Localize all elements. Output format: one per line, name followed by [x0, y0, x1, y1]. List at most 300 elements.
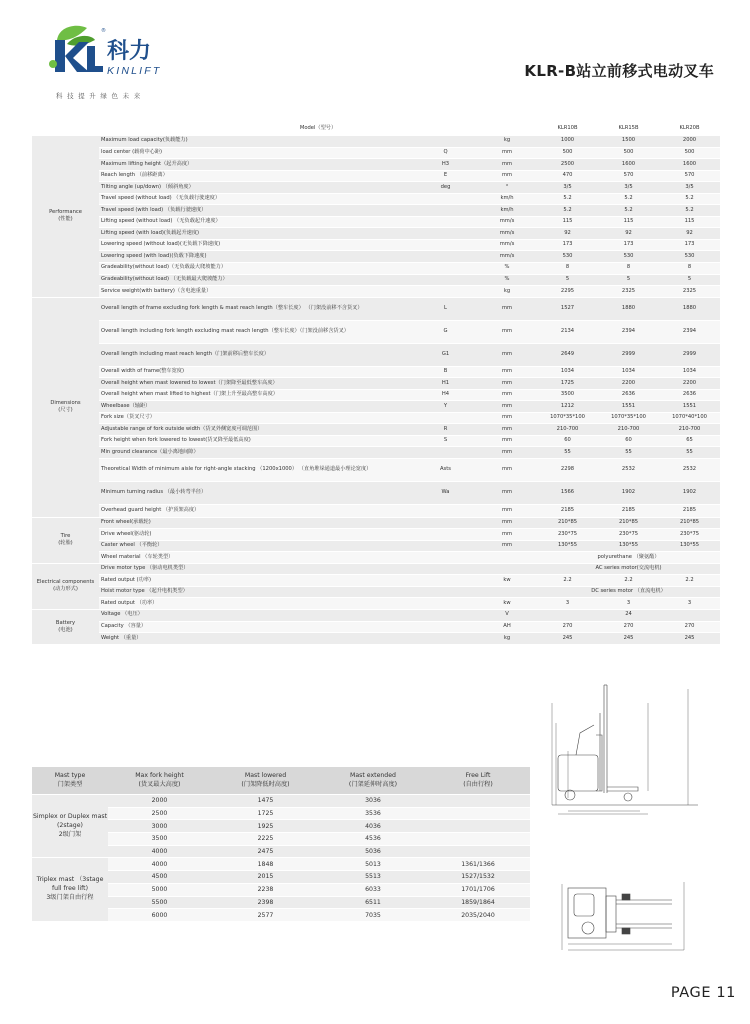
spec-value: 500 [659, 147, 720, 159]
spec-param: Drive wheel(驱动轮) [99, 529, 414, 541]
spec-row [32, 610, 720, 622]
mast-cell: 5036 [320, 845, 426, 858]
spec-row [32, 505, 720, 518]
spec-row [32, 435, 720, 447]
spec-code: H4 [414, 389, 477, 401]
mast-header-cell: Mast type 门架类型 [32, 767, 108, 795]
spec-value: 2999 [659, 343, 720, 366]
spec-value: 2200 [659, 378, 720, 390]
spec-category: Dimensions (尺寸) [32, 297, 99, 517]
spec-code [414, 505, 477, 518]
spec-code: L [414, 297, 477, 320]
spec-header-model: Model（型号） [99, 123, 537, 136]
spec-code [414, 563, 477, 575]
spec-value: 5.2 [537, 205, 598, 217]
spec-unit: mm [477, 459, 537, 482]
spec-param: Lowering speed (with load)(负载下降速度) [99, 251, 414, 263]
spec-row [32, 205, 720, 217]
spec-param: Overall length including fork length excluding mast reach length（整车长度）（门架没前移含货叉） [99, 320, 414, 343]
spec-category: Battery (电池) [32, 610, 99, 645]
spec-value: 470 [537, 170, 598, 182]
mast-cell: 2238 [211, 883, 320, 896]
spec-code: S [414, 435, 477, 447]
spec-value: 245 [598, 633, 659, 645]
spec-row [32, 529, 720, 541]
mast-cell: 6000 [108, 909, 211, 922]
mast-cell: 2500 [108, 807, 211, 820]
spec-code [414, 239, 477, 251]
spec-code: Wa [414, 482, 477, 505]
spec-value: 500 [537, 147, 598, 159]
mast-header-cell: Mast extended (门架延伸时高度) [320, 767, 426, 795]
spec-unit: mm [477, 517, 537, 529]
mast-cell: 2015 [211, 871, 320, 884]
spec-param: Overall height when mast lifted to highest（门架上升至最高整车高度） [99, 389, 414, 401]
spec-value: 2500 [537, 159, 598, 171]
spec-param: Voltage （电压） [99, 610, 414, 622]
spec-value: 5 [537, 274, 598, 286]
spec-category: Performance (性能) [32, 136, 99, 298]
spec-row [32, 193, 720, 205]
spec-unit: mm [477, 412, 537, 424]
spec-row [32, 459, 720, 482]
mast-cell: 5013 [320, 858, 426, 871]
spec-code [414, 540, 477, 552]
spec-value: 5 [659, 274, 720, 286]
spec-code [414, 529, 477, 541]
spec-unit: ° [477, 182, 537, 194]
spec-value: 230*75 [537, 529, 598, 541]
spec-value-all-models: 24 [537, 610, 720, 622]
spec-table [32, 122, 720, 644]
spec-value: 8 [659, 263, 720, 275]
spec-unit: mm [477, 447, 537, 459]
spec-value: 3500 [537, 389, 598, 401]
spec-value: 270 [598, 621, 659, 633]
spec-code [414, 136, 477, 148]
spec-unit: % [477, 274, 537, 286]
spec-unit: mm [477, 297, 537, 320]
spec-param: Maximum load capacity(负载能力) [99, 136, 414, 148]
spec-value: 2532 [598, 459, 659, 482]
spec-param: Travel speed (with load) （负载行驶速度） [99, 205, 414, 217]
spec-param: Tilting angle (up/down) （倾斜角度） [99, 182, 414, 194]
spec-value: 245 [659, 633, 720, 645]
mast-cell: 4500 [108, 871, 211, 884]
mast-header-cell: Mast lowered (门架降低时高度) [211, 767, 320, 795]
spec-param: Lowering speed (without load)(无负载下降速度) [99, 239, 414, 251]
spec-unit [477, 563, 537, 575]
spec-value: 530 [659, 251, 720, 263]
spec-value: 1070*35*100 [598, 412, 659, 424]
spec-value: 65 [659, 435, 720, 447]
spec-row [32, 517, 720, 529]
mast-cell: 2000 [108, 795, 211, 808]
spec-unit: kw [477, 575, 537, 587]
spec-code [414, 586, 477, 598]
spec-param: Reach length （前移距离） [99, 170, 414, 182]
mast-cell [426, 807, 530, 820]
spec-value: 270 [659, 621, 720, 633]
mast-cell: 4536 [320, 833, 426, 846]
mast-row [32, 795, 530, 808]
spec-value: 245 [537, 633, 598, 645]
spec-value: 2185 [659, 505, 720, 518]
logo-brand-en: KINLIFT [107, 65, 162, 77]
spec-param: Maximum lifting height（起升高度） [99, 159, 414, 171]
spec-value: 1212 [537, 401, 598, 413]
spec-code: R [414, 424, 477, 436]
spec-value: 5.2 [659, 205, 720, 217]
spec-value: 3 [537, 598, 598, 610]
spec-row [32, 228, 720, 240]
mast-cell: 4000 [108, 845, 211, 858]
mast-cell: 2035/2040 [426, 909, 530, 922]
mast-cell: 4036 [320, 820, 426, 833]
spec-unit: mm [477, 401, 537, 413]
mast-cell: 6511 [320, 896, 426, 909]
mast-cell: 7035 [320, 909, 426, 922]
spec-code [414, 598, 477, 610]
mast-cell: 2577 [211, 909, 320, 922]
spec-param: Capacity （容量） [99, 621, 414, 633]
spec-value: 570 [659, 170, 720, 182]
spec-code: B [414, 366, 477, 378]
spec-value: 500 [598, 147, 659, 159]
spec-unit: mm/s [477, 239, 537, 251]
spec-unit: mm [477, 378, 537, 390]
spec-value: 92 [659, 228, 720, 240]
top-view-drawing [560, 878, 700, 958]
spec-unit: mm [477, 366, 537, 378]
spec-param: Gradeability(without load)（无负载最大爬坡能力） [99, 263, 414, 275]
spec-unit: mm [477, 529, 537, 541]
spec-row [32, 412, 720, 424]
spec-param: Hoist motor type （起升电机类型） [99, 586, 414, 598]
spec-unit: mm/s [477, 228, 537, 240]
spec-param: Caster wheel （平衡轮） [99, 540, 414, 552]
spec-value: 1566 [537, 482, 598, 505]
spec-value: 130*55 [659, 540, 720, 552]
spec-row [32, 147, 720, 159]
spec-value: 2.2 [598, 575, 659, 587]
spec-param: Lifting speed (with load)(负载起升速度) [99, 228, 414, 240]
spec-value: 1070*35*100 [537, 412, 598, 424]
spec-value: 270 [537, 621, 598, 633]
spec-category: Electrical components (动力形式) [32, 563, 99, 609]
spec-value: 2532 [659, 459, 720, 482]
spec-value: 3 [598, 598, 659, 610]
mast-header-cell: Max fork height (货叉最大高度) [108, 767, 211, 795]
mast-cell [426, 845, 530, 858]
spec-value: 3 [659, 598, 720, 610]
mast-cell: 3500 [108, 833, 211, 846]
spec-row [32, 621, 720, 633]
spec-unit: kw [477, 598, 537, 610]
spec-unit: km/h [477, 205, 537, 217]
spec-param: Service weight(with battery)（含电池重量） [99, 286, 414, 298]
logo-brand-cn: 科力 [107, 39, 152, 64]
spec-value: 60 [537, 435, 598, 447]
mast-cell: 4000 [108, 858, 211, 871]
side-view-drawing [548, 683, 708, 816]
mast-header-cell: Free Lift (自由行程) [426, 767, 530, 795]
spec-code [414, 193, 477, 205]
spec-param: Front wheel(承载轮) [99, 517, 414, 529]
spec-code: G1 [414, 343, 477, 366]
spec-value: 230*75 [659, 529, 720, 541]
spec-value: 1902 [659, 482, 720, 505]
spec-code: Asts [414, 459, 477, 482]
spec-row [32, 633, 720, 645]
spec-param: Rated output (功率) [99, 575, 414, 587]
spec-value: 1725 [537, 378, 598, 390]
spec-code: H3 [414, 159, 477, 171]
spec-param: Overall length of frame excluding fork length & mast reach length（整车长度） （门架没前移不含货叉） [99, 297, 414, 320]
spec-value: 5.2 [659, 193, 720, 205]
mast-cell: 1361/1366 [426, 858, 530, 871]
spec-code: Q [414, 147, 477, 159]
spec-value: 1034 [659, 366, 720, 378]
spec-row [32, 239, 720, 251]
spec-value: 2295 [537, 286, 598, 298]
logo-letter-l [87, 46, 103, 72]
spec-value: 3/5 [537, 182, 598, 194]
mast-cell: 3536 [320, 807, 426, 820]
mast-cell: 2475 [211, 845, 320, 858]
spec-unit: mm [477, 170, 537, 182]
spec-unit: mm [477, 482, 537, 505]
spec-header-model-name: KLR15B [598, 123, 659, 136]
spec-value: 2.2 [659, 575, 720, 587]
spec-row [32, 286, 720, 298]
spec-code: deg [414, 182, 477, 194]
spec-value: 130*55 [537, 540, 598, 552]
spec-value: 2000 [659, 136, 720, 148]
spec-value: 2134 [537, 320, 598, 343]
spec-row [32, 482, 720, 505]
spec-param: Overall height when mast lowered to lowest（门架降至最低整车高度） [99, 378, 414, 390]
spec-code [414, 251, 477, 263]
mast-cell: 1475 [211, 795, 320, 808]
spec-param: Overhead guard height （护顶架高度） [99, 505, 414, 518]
spec-value: 1000 [537, 136, 598, 148]
spec-category: Tire (轮胎) [32, 517, 99, 563]
mast-cell [426, 795, 530, 808]
spec-param: Gradeability(without load) （无负载最大爬坡能力） [99, 274, 414, 286]
spec-code [414, 517, 477, 529]
spec-value: 2185 [598, 505, 659, 518]
spec-row [32, 552, 720, 564]
spec-value: 115 [598, 216, 659, 228]
spec-value: 1880 [659, 297, 720, 320]
mast-cell [426, 820, 530, 833]
spec-param: Theoretical Width of minimum aisle for right-angle stacking （1200x1000） （直角堆垛通道最小理论宽度） [99, 459, 414, 482]
spec-value: 173 [659, 239, 720, 251]
spec-value: 173 [598, 239, 659, 251]
spec-unit: AH [477, 621, 537, 633]
mast-cell: 1848 [211, 858, 320, 871]
mast-cell [426, 833, 530, 846]
mast-table [32, 766, 530, 921]
spec-value: 1034 [598, 366, 659, 378]
spec-value: 2185 [537, 505, 598, 518]
spec-unit: mm [477, 389, 537, 401]
spec-row [32, 389, 720, 401]
spec-code [414, 228, 477, 240]
spec-value: 115 [659, 216, 720, 228]
spec-value: 92 [598, 228, 659, 240]
spec-row [32, 170, 720, 182]
spec-unit: kg [477, 633, 537, 645]
spec-value: 3/5 [659, 182, 720, 194]
spec-unit: mm [477, 147, 537, 159]
spec-row [32, 563, 720, 575]
spec-row [32, 274, 720, 286]
spec-code: Y [414, 401, 477, 413]
spec-param: Wheel material （车轮类型） [99, 552, 414, 564]
spec-value: 55 [659, 447, 720, 459]
spec-value: 2636 [659, 389, 720, 401]
spec-unit: mm [477, 505, 537, 518]
spec-code: G [414, 320, 477, 343]
spec-value: 60 [598, 435, 659, 447]
spec-code [414, 447, 477, 459]
spec-param: Adjustable range of fork outside width（货叉外侧宽度可调范围） [99, 424, 414, 436]
spec-value: 530 [537, 251, 598, 263]
spec-value: 210-700 [537, 424, 598, 436]
spec-value: 8 [598, 263, 659, 275]
spec-value: 2200 [598, 378, 659, 390]
spec-value: 5.2 [537, 193, 598, 205]
mast-cell: 2225 [211, 833, 320, 846]
spec-param: Overall width of frame(整车宽度) [99, 366, 414, 378]
spec-value: 2649 [537, 343, 598, 366]
spec-value: 1500 [598, 136, 659, 148]
spec-row [32, 320, 720, 343]
spec-value: 2636 [598, 389, 659, 401]
spec-code [414, 263, 477, 275]
spec-unit: kg [477, 136, 537, 148]
spec-row [32, 598, 720, 610]
spec-value: 5 [598, 274, 659, 286]
spec-value-all-models: polyurethane （聚氨酯） [537, 552, 720, 564]
spec-value: 3/5 [598, 182, 659, 194]
spec-value: 210-700 [598, 424, 659, 436]
logo-registered-mark: ® [101, 28, 106, 34]
spec-code [414, 412, 477, 424]
page-number: PAGE 11 [670, 985, 736, 1001]
spec-unit: mm/s [477, 216, 537, 228]
spec-code: H1 [414, 378, 477, 390]
spec-param: Wheelbase（轴距） [99, 401, 414, 413]
spec-row [32, 251, 720, 263]
mast-cell: 6033 [320, 883, 426, 896]
spec-unit [477, 552, 537, 564]
spec-value: 2.2 [537, 575, 598, 587]
spec-value: 55 [598, 447, 659, 459]
spec-unit: mm [477, 343, 537, 366]
spec-unit: km/h [477, 193, 537, 205]
spec-value: 2999 [598, 343, 659, 366]
spec-value: 5.2 [598, 193, 659, 205]
spec-row [32, 378, 720, 390]
spec-param: Weight （重量） [99, 633, 414, 645]
spec-value: 210*85 [598, 517, 659, 529]
spec-unit: V [477, 610, 537, 622]
spec-unit: mm [477, 159, 537, 171]
mast-cell: 1701/1706 [426, 883, 530, 896]
mast-cell: 2398 [211, 896, 320, 909]
spec-value-all-models: AC series motor(交流电机) [537, 563, 720, 575]
spec-unit: mm/s [477, 251, 537, 263]
spec-unit: mm [477, 424, 537, 436]
spec-value: 570 [598, 170, 659, 182]
spec-value: 5.2 [598, 205, 659, 217]
tagline: 科技提升绿色未来 [56, 92, 145, 100]
spec-code [414, 216, 477, 228]
spec-param: load center (载荷中心距) [99, 147, 414, 159]
spec-value: 115 [537, 216, 598, 228]
spec-value: 173 [537, 239, 598, 251]
spec-value: 1902 [598, 482, 659, 505]
spec-value: 2394 [659, 320, 720, 343]
spec-param: Fork size（货叉尺寸） [99, 412, 414, 424]
mast-cell: 5500 [108, 896, 211, 909]
spec-value-all-models: DC series motor （直流电机） [537, 586, 720, 598]
page-title: KLR-B站立前移式电动叉车 [524, 62, 714, 80]
mast-cell: 1925 [211, 820, 320, 833]
spec-value: 2325 [659, 286, 720, 298]
spec-row [32, 366, 720, 378]
spec-row [32, 216, 720, 228]
spec-value: 210-700 [659, 424, 720, 436]
spec-param: Rated output （功率） [99, 598, 414, 610]
spec-value: 55 [537, 447, 598, 459]
spec-code: E [414, 170, 477, 182]
spec-value: 530 [598, 251, 659, 263]
spec-code [414, 610, 477, 622]
mast-row [32, 858, 530, 871]
mast-group-label: Simplex or Duplex mast (2stage) 2级门架 [32, 795, 108, 858]
spec-unit: mm [477, 435, 537, 447]
spec-row [32, 424, 720, 436]
spec-value: 1600 [659, 159, 720, 171]
spec-value: 2298 [537, 459, 598, 482]
spec-value: 1551 [598, 401, 659, 413]
mast-cell: 1527/1532 [426, 871, 530, 884]
spec-row [32, 447, 720, 459]
spec-row [32, 540, 720, 552]
spec-unit: kg [477, 286, 537, 298]
spec-value: 1070*40*100 [659, 412, 720, 424]
spec-param: Minimum turning radius （最小转弯半径） [99, 482, 414, 505]
spec-row [32, 401, 720, 413]
spec-value: 210*85 [537, 517, 598, 529]
spec-value: 2325 [598, 286, 659, 298]
mast-cell: 3000 [108, 820, 211, 833]
spec-row [32, 343, 720, 366]
spec-value: 1880 [598, 297, 659, 320]
spec-param: Min ground clearance（最小离地间隙） [99, 447, 414, 459]
mast-group-label: Triplex mast （3stage full free lift) 3级门架自由行程 [32, 858, 108, 921]
spec-row [32, 297, 720, 320]
spec-value: 2394 [598, 320, 659, 343]
spec-value: 1600 [598, 159, 659, 171]
spec-param: Overall length including mast reach length（门架前移后整车长度） [99, 343, 414, 366]
spec-row [32, 575, 720, 587]
mast-cell: 5000 [108, 883, 211, 896]
